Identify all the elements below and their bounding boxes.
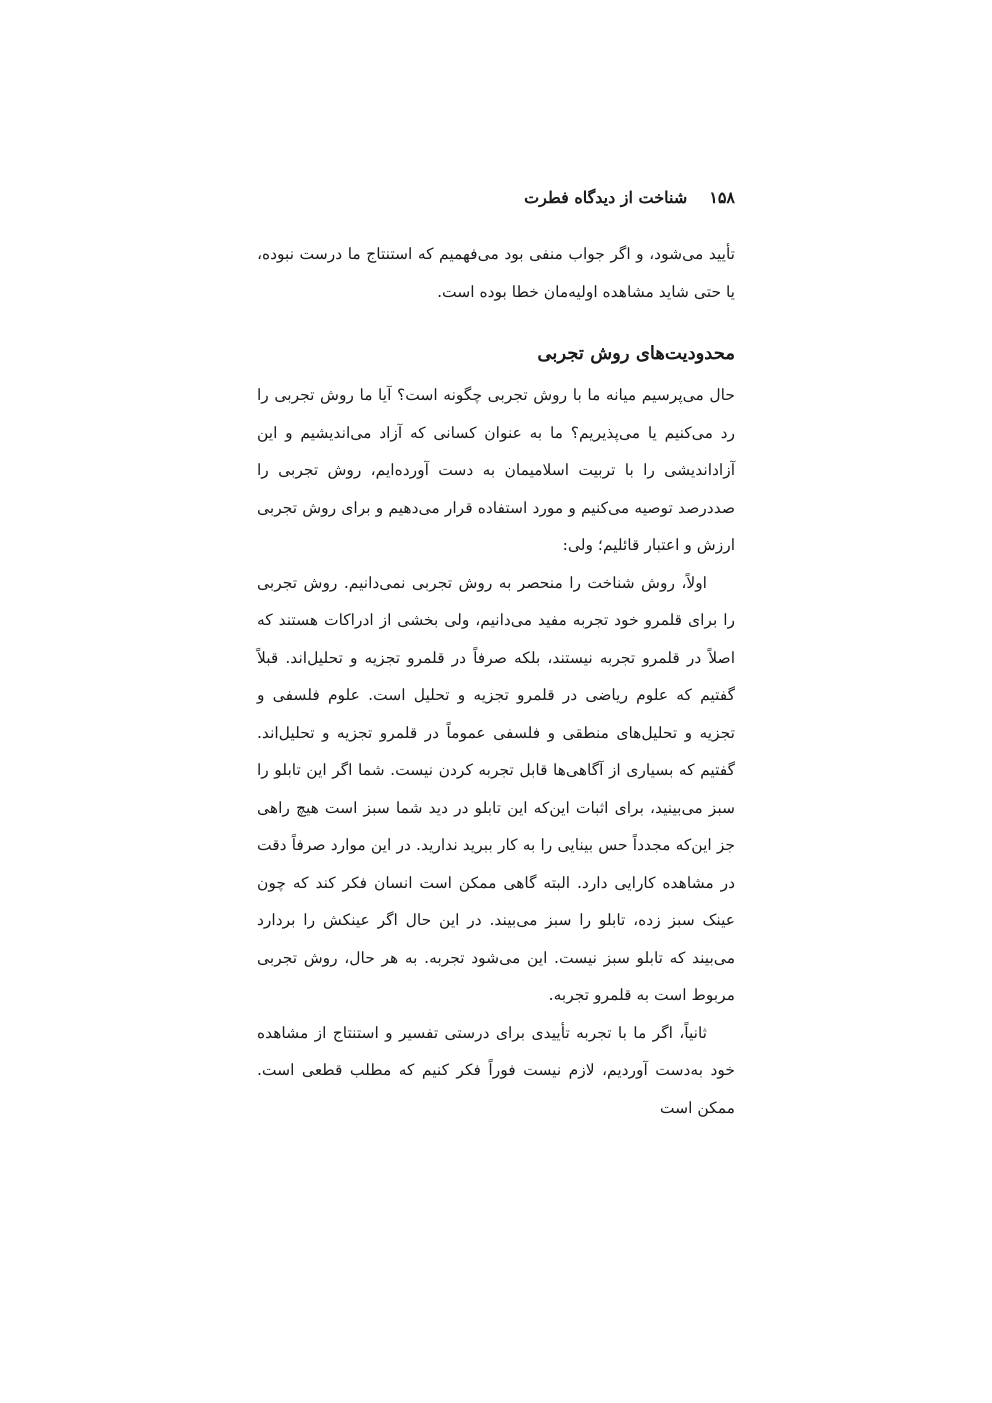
book-title: شناخت از دیدگاه فطرت: [524, 188, 688, 207]
running-head: [257, 188, 735, 207]
paragraph-4: ثانیاً، اگر ما با تجربه تأییدی برای درستی تفسیر و استنتاج از مشاهده خود به‌دست آوردیم، لازم نیست فوراً فکر کنیم که مطلب قطعی است. ممکن است: [257, 1023, 735, 1117]
body-text: [257, 236, 735, 1127]
paragraph-3: اولاً، روش شناخت را منحصر به روش تجربی نمی‌دانیم. روش تجربی را برای قلمرو خود تجربه مفید می‌دانیم، ولی بخشی از ادراکات هستند که اصلاً در قلمرو تجربه نیستند، بلکه صرفاً در قلمرو تجزیه و تحلیل‌اند. قبلاً گفتیم که علوم ریاضی در قلمرو تجزیه و تحلیل است. علوم فلسفی و تجزیه و تحلیل‌های منطقی و فلسفی عموماً در قلمرو تجزیه و تحلیل‌اند. گفتیم که بسیاری از آگاهی‌ها قابل تجربه کردن نیست. شما اگر این تابلو را سبز می‌بینید، برای اثبات این‌که این تابلو در دید شما سبز است هیچ راهی جز این‌که مجدداً حس بینایی را به کار ببرید ندارید. در این موارد صرفاً دقت در مشاهده کارایی دارد. البته گاهی ممکن است انسان فکر کند که چون عینک سبز زده، تابلو را سبز می‌بیند. در این حال اگر عینکش را بردارد می‌بیند که تابلو سبز نیست. این می‌شود تجربه. به هر حال، روش تجربی مربوط است به قلمرو تجربه.: [257, 573, 735, 1004]
section-heading: محدودیت‌های روش تجربی: [537, 343, 735, 364]
paragraph-2: حال می‌پرسیم میانه ما با روش تجربی چگونه است؟ آیا ما روش تجربی را رد می‌کنیم یا می‌پذیریم؟ ما به عنوان کسانی که آزاد می‌اندیشیم و این آزاداندیشی را با تربیت اسلامیمان به دست آورده‌ایم، روش تجربی را صددرصد توصیه می‌کنیم و مورد استفاده قرار می‌دهیم و برای روش تجربی ارزش و اعتبار قائلیم؛ ولی:: [257, 386, 735, 554]
paragraph-1: تأیید می‌شود، و اگر جواب منفی بود می‌فهمیم که استنتاج ما درست نبوده، یا حتی شاید مشاهده اولیه‌مان خطا بوده است.: [257, 245, 735, 301]
page-number: ۱۵۸: [709, 188, 735, 207]
